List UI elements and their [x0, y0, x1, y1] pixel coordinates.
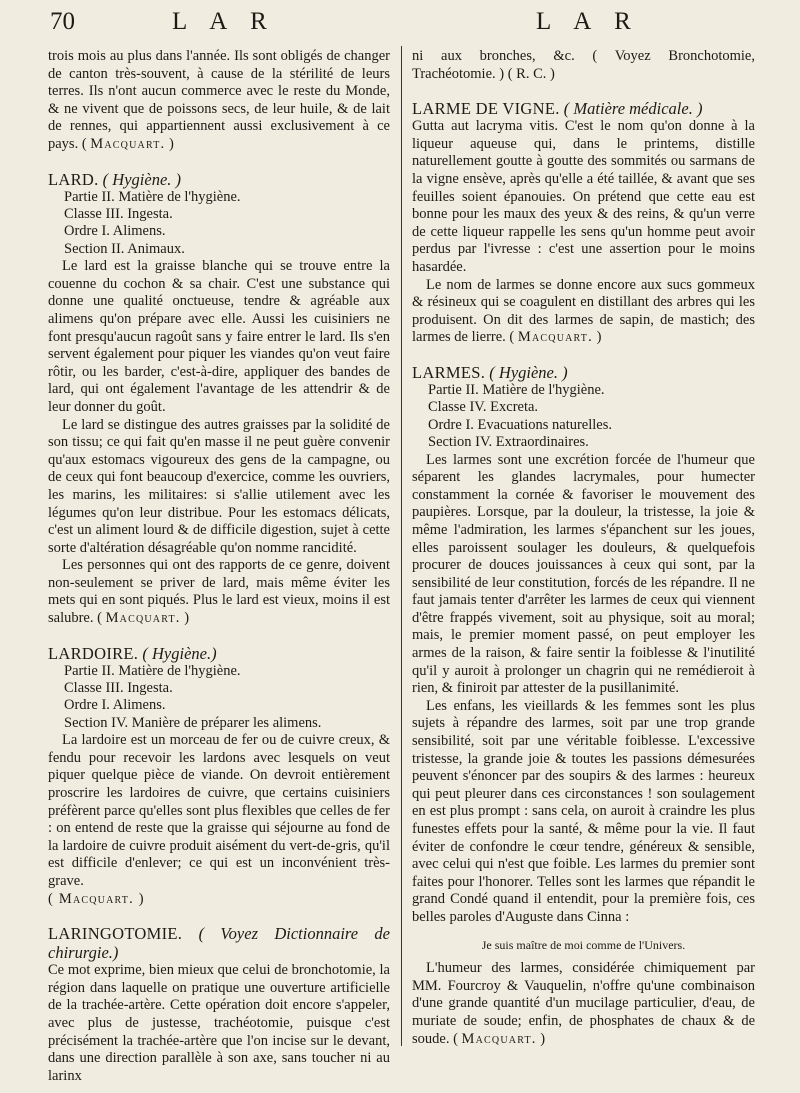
entry-title-laringotomie: LARINGOTOMIE. ( Voyez Dictionnaire de chirurgie.) [48, 924, 390, 963]
continuation-paragraph: ni aux bronches, &c. ( Voyez Bronchotomie, Trachéotomie. ) ( R. C. ) [412, 48, 755, 82]
classification-block [412, 382, 755, 452]
entry-title-lard: LARD. ( Hygiène. ) [48, 169, 182, 189]
meta-line: Classe IV. Excreta. [428, 399, 539, 416]
entry-title-larme-de-vigne: LARME DE VIGNE. ( Matière médicale. ) [412, 99, 703, 119]
meta-line: Partie II. Matière de l'hygiène. [64, 188, 241, 205]
running-head-left: L A R [172, 8, 276, 35]
column-divider [401, 46, 402, 1046]
right-column [412, 48, 755, 1048]
intro-paragraph: trois mois au plus dans l'année. Ils sont obligés de changer de canton très-souvent, à cause de la stérilité de leurs terres. Ils n'ont aucun commerce avec le reste du Monde, & ne vivent que de poissons secs, de leur huile, & de lait de rennes, qui appartiennent aussi exclusivement à ce pays. ( Macquart. ) [48, 48, 390, 152]
meta-line: Section IV. Manière de préparer les alimens. [64, 714, 322, 731]
author-signature: Macquart. [461, 1030, 537, 1047]
classification-block [48, 189, 390, 259]
paragraph: Gutta aut lacryma vitis. C'est le nom qu'on donne à la liqueur aqueuse qui, dans le printems, distille naturellement goutte à goutte des sommités ou sarmans de la vigne ensève, après qu'elle a été taillée, & avant que ses feuilles soient épanouies. On prétend que cette eau est bonne pour les maux des yeux & des reins, & qu'un verre de cette liqueur rappelle les sens qu'un homme peut avoir perdus par l'ivresse : c'est une assertion pour le moins hasardée. [412, 118, 755, 275]
paragraph: Le nom de larmes se donne encore aux sucs gommeux & résineux qui se coagulent en distillant des arbres qui les produisent. On dit des larmes de sapin, de mastich; des larmes de lierre. ( Macquart. ) [412, 276, 755, 346]
meta-line: Section IV. Extraordinaires. [428, 434, 589, 451]
author-signature: ( Macquart. ) [48, 890, 145, 907]
entry-title-larmes: LARMES. ( Hygiène. ) [412, 362, 568, 382]
meta-line: Partie II. Matière de l'hygiène. [64, 662, 241, 679]
meta-line: Section II. Animaux. [64, 240, 185, 257]
meta-line: Partie II. Matière de l'hygiène. [428, 381, 605, 398]
paragraph: L'humeur des larmes, considérée chimiquement par MM. Fourcroy & Vauquelin, n'offre qu'une combinaison d'une grande quantité d'un mucilage particulier, d'eau, de muriate de soude; enfin, de phosphates de chaux & de soude. ( Macquart. ) [412, 960, 755, 1047]
paragraph: Le lard se distingue des autres graisses par la solidité de son tissu; ce qui fait qu'en masse il ne peut guère convenir qu'aux estomacs vigoureux des gens de la campagne, ou de ceux qui font beaucoup d'exercice, comme les ouvriers, les marins, les militaires: si s'allie utilement avec les légumes qu'on leur distribue. Pour les estomacs délicats, c'est un aliment lourd & de difficile digestion, sujet à cette sorte d'altération désagréable qu'on nomme rancidité. [48, 416, 390, 556]
page-number: 70 [50, 8, 75, 35]
left-column [48, 48, 390, 1085]
author-signature: Macquart. [105, 610, 181, 627]
meta-line: Ordre I. Evacuations naturelles. [428, 416, 612, 433]
meta-line: Ordre I. Alimens. [64, 697, 166, 714]
running-head-right: L A R [536, 8, 640, 35]
author-signature: Macquart. [90, 135, 166, 152]
page-header [0, 0, 800, 42]
paragraph: Le lard est la graisse blanche qui se trouve entre la couenne du cochon & sa chair. C'est une substance qui donne une qualité onctueuse, tendre & agréable aux alimens qu'on prépare avec elle. Aussi les cuisiniers ne font presqu'aucun ragoût sans y faire entrer le lard. Ils s'en servent également pour piquer les viandes qu'on veut faire rôtir, ou les barder, c'est-à-dire, appliquer des bandes de lard, qui ont également l'avantage de les attendrir & de leur donner du goût. [48, 258, 390, 415]
paragraph: Les personnes qui ont des rapports de ce genre, doivent non-seulement se priver de lard, mais même éviter les mets qui en sont piqués. Plus le lard est vieux, moins il est salubre. ( Macquart. ) [48, 557, 390, 627]
meta-line: Ordre I. Alimens. [64, 223, 166, 240]
entry-title-lardoire: LARDOIRE. ( Hygiène.) [48, 643, 217, 663]
paragraph: Ce mot exprime, bien mieux que celui de bronchotomie, la région dans laquelle on pratique une ouverture artificielle de la trachée-artère. Cette opération doit encore s'appeler, avec plus de justesse, trachéotomie, puisque c'est précisément la trachée-artère que l'on incise sur le devant, dans une direction parallèle à son axe, sans toucher ni au larinx [48, 962, 390, 1084]
paragraph: La lardoire est un morceau de fer ou de cuivre creux, & fendu pour recevoir les lardons avec lesquels on veut piquer quelque pièce de viande. On devroit entièrement proscrire les lardoires de cuivre, que certains cuisiniers préfèrent parce qu'elles sont plus flexibles que celles de fer : on entend de reste que la graisse qui séjourne au fond de la lardoire de cuivre produit aisément du vert-de-gris, qu'il est difficile d'enlever; ce qui est un inconvénient très-grave. [48, 732, 391, 890]
verse-quotation: Je suis maître de moi comme de l'Univers. [481, 937, 686, 952]
meta-line: Classe III. Ingesta. [64, 680, 173, 697]
meta-line: Classe III. Ingesta. [64, 205, 173, 222]
paragraph: Les enfans, les vieillards & les femmes sont les plus sujets à répandre des larmes, soit par une trop grande sensibilité, soit par une véritable foiblesse. L'excessive tristesse, la grande joie & toutes les passions démesurées peuvent s'énoncer par des soupirs & des larmes : heureux qui peut pleurer dans ces circonstances ! son soulagement en est plus prompt : sans cela, on auroit à craindre les plus funestes effets pour la santé, & même pour la vie. Il faut éviter de confondre le cœur tendre, généreux & sensible, avec celui qui n'est que foible. Les larmes du premier sont faites pour l'honorer. Telles sont les larmes que répandit le grand Condé quand il entendit, pour la première fois, ces belles paroles d'Auguste dans Cinna : [412, 697, 755, 925]
classification-block [48, 663, 390, 733]
paragraph: Les larmes sont une excrétion forcée de l'humeur que séparent les glandes lacrymales, pour humecter constamment la cornée & favoriser le mouvement des paupières. Lorsque, par la douleur, la tristesse, la joie & même l'admiration, les larmes s'épanchent sur les joues, elles paroissent soulager les douleurs, & quelquefois procurer de douces jouissances à ceux qui sont, par la sensibilité de leur constitution, forcés de les répandre. Il ne faut jamais tenter d'arrêter les larmes de ceux qui viennent d'être frappés vivement, soit au physique, soit au moral; mais, le premier moment passé, on peut employer les armes de la raison, & faire sentir la foiblesse & l'inutilité qu'il y auroit à prolonger un chagrin qui ne remédieroit à rien, & finiroit par attester de la pusillanimité. [412, 451, 755, 697]
author-signature: Macquart. [517, 329, 593, 346]
